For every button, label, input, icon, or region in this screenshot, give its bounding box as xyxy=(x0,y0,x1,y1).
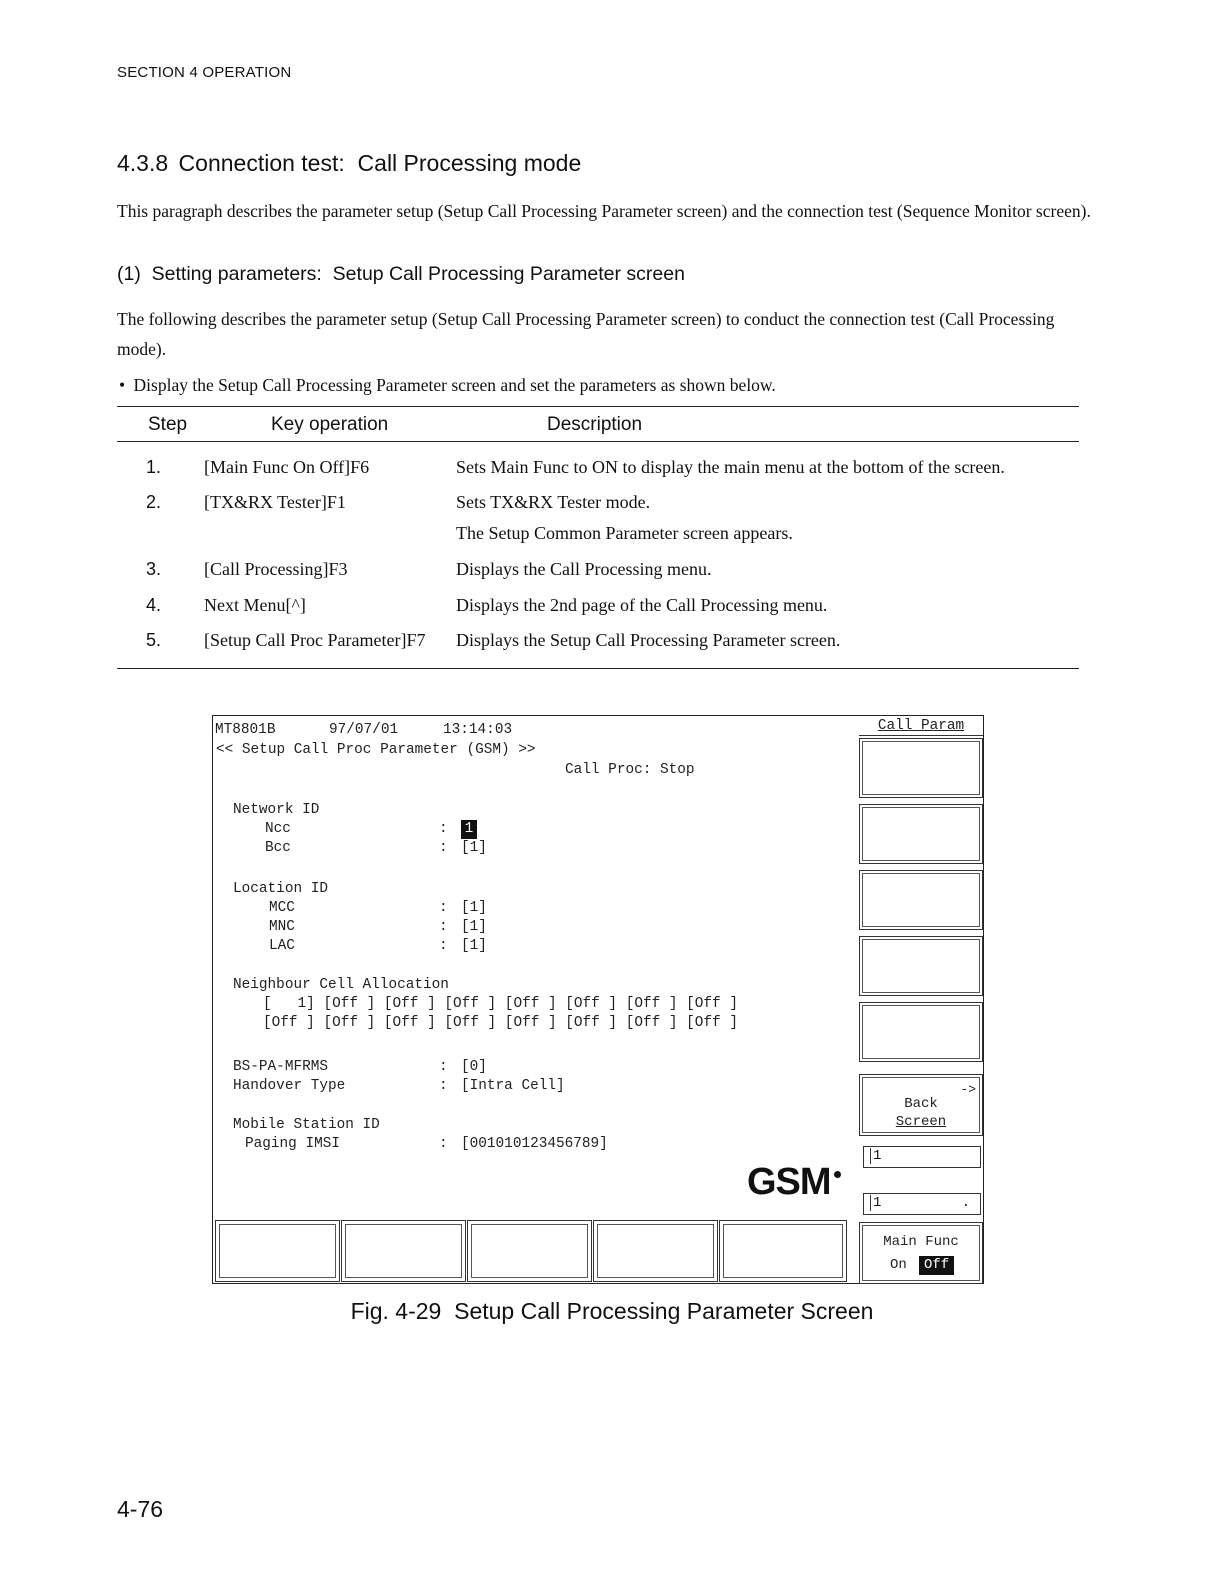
bullet-text: Display the Setup Call Processing Parameter screen and set the parameters as shown below. xyxy=(133,375,776,395)
table-row-5-key: [Setup Call Proc Parameter]F7 xyxy=(204,630,426,650)
call-param-title: Call Param xyxy=(877,718,965,734)
mcc-label: MCC xyxy=(269,900,295,916)
table-row-4-desc: Displays the 2nd page of the Call Processing menu. xyxy=(456,595,828,615)
screen-time: 13:14:03 xyxy=(443,722,513,738)
heading-number: 4.3.8 xyxy=(117,150,169,176)
entry-field-1[interactable] xyxy=(863,1146,981,1168)
mnc-colon: : xyxy=(439,919,448,935)
handover-label: Handover Type xyxy=(233,1078,346,1094)
back-label-1: Back xyxy=(904,1096,938,1112)
table-row-5-desc: Displays the Setup Call Processing Parameter screen. xyxy=(456,630,841,650)
softkey-3[interactable] xyxy=(859,870,983,930)
subheading: (1) Setting parameters: Setup Call Processing Parameter screen xyxy=(117,263,685,285)
entry-value-2: 1 xyxy=(870,1195,881,1211)
softkey-1[interactable] xyxy=(859,738,983,798)
table-row-1-desc: Sets Main Func to ON to display the main menu at the bottom of the screen. xyxy=(456,457,1005,477)
figure-caption: Fig. 4-29 Setup Call Processing Parameter Screen xyxy=(350,1298,874,1324)
softkey-4[interactable] xyxy=(859,936,983,996)
bullet-item xyxy=(119,370,776,400)
function-key-5[interactable] xyxy=(719,1220,847,1282)
ncc-colon: : xyxy=(439,821,448,837)
ncc-label: Ncc xyxy=(265,821,291,837)
table-row-2b-desc: The Setup Common Parameter screen appears. xyxy=(456,523,793,543)
bullet-dot: • xyxy=(119,375,126,395)
table-row-5-step: 5. xyxy=(146,630,162,650)
ncc-value-field[interactable] xyxy=(461,820,477,839)
intro-paragraph: This paragraph describes the parameter setup (Setup Call Processing Parameter screen) and the connection test (Sequence Monitor screen). xyxy=(117,201,1091,221)
bs-pa-value[interactable]: [0] xyxy=(461,1059,487,1075)
function-key-2[interactable] xyxy=(341,1220,466,1282)
function-key-4[interactable] xyxy=(593,1220,718,1282)
screen-date: 97/07/01 xyxy=(329,722,399,738)
table-bottom-rule xyxy=(117,668,1079,669)
gsm-logo-text: GSM xyxy=(747,1161,831,1203)
table-row-4-key: Next Menu[^] xyxy=(204,595,306,615)
instrument-screen xyxy=(212,715,984,1284)
bcc-colon: : xyxy=(439,840,448,856)
softkey-5[interactable] xyxy=(859,1002,983,1062)
back-screen-button[interactable] xyxy=(859,1074,983,1136)
table-row-2-key: [TX&RX Tester]F1 xyxy=(204,492,346,512)
mobile-station-label: Mobile Station ID xyxy=(233,1117,380,1133)
screen-model: MT8801B xyxy=(215,722,276,738)
handover-colon: : xyxy=(439,1078,448,1094)
setup-paragraph: The following describes the parameter setup (Setup Call Processing Parameter screen) to conduct the connection test (Call Processing mode). xyxy=(117,309,1055,359)
lac-colon: : xyxy=(439,938,448,954)
call-param-title-box xyxy=(859,716,983,736)
table-row-2-desc: Sets TX&RX Tester mode. xyxy=(456,492,651,512)
mcc-colon: : xyxy=(439,900,448,916)
paging-imsi-colon: : xyxy=(439,1136,448,1152)
heading-title: Connection test: Call Processing mode xyxy=(178,150,582,176)
table-row-1-key: [Main Func On Off]F6 xyxy=(204,457,370,477)
table-row-3-key: [Call Processing]F3 xyxy=(204,559,348,579)
main-func-label: Main Func xyxy=(883,1234,959,1250)
section-header: SECTION 4 OPERATION xyxy=(117,64,292,81)
location-id-label: Location ID xyxy=(233,881,328,897)
function-key-1[interactable] xyxy=(215,1220,340,1282)
neighbour-row-2[interactable]: [Off ] [Off ] [Off ] [Off ] [Off ] [Off ] [Off ] [Off ] xyxy=(263,1015,738,1031)
page-number: 4-76 xyxy=(117,1496,164,1522)
paging-imsi-label: Paging IMSI xyxy=(245,1136,340,1152)
bs-pa-colon: : xyxy=(439,1059,448,1075)
table-row-3-desc: Displays the Call Processing menu. xyxy=(456,559,712,579)
back-label-2: Screen xyxy=(895,1114,947,1130)
back-arrow: -> xyxy=(960,1082,976,1097)
softkey-2[interactable] xyxy=(859,804,983,864)
function-key-3[interactable] xyxy=(467,1220,592,1282)
ncc-value: 1 xyxy=(461,820,477,839)
neighbour-row-1[interactable]: [ 1] [Off ] [Off ] [Off ] [Off ] [Off ] [Off ] [Off ] xyxy=(263,996,738,1012)
call-proc-status: Call Proc: Stop xyxy=(565,762,695,778)
gsm-logo xyxy=(747,1161,841,1204)
main-off-label: Off xyxy=(919,1256,954,1275)
entry-suffix-2: . xyxy=(961,1195,970,1211)
main-func-button[interactable] xyxy=(859,1222,983,1284)
mnc-value[interactable]: [1] xyxy=(461,919,487,935)
table-header-desc: Description xyxy=(547,414,643,435)
table-header-rule xyxy=(117,441,1079,442)
bcc-label: Bcc xyxy=(265,840,291,856)
bcc-value[interactable]: [1] xyxy=(461,840,487,856)
section-heading xyxy=(117,150,581,177)
mnc-label: MNC xyxy=(269,919,295,935)
neighbour-label: Neighbour Cell Allocation xyxy=(233,977,449,993)
table-row-2-step: 2. xyxy=(146,492,162,512)
lac-value[interactable]: [1] xyxy=(461,938,487,954)
network-id-label: Network ID xyxy=(233,802,320,818)
entry-field-2[interactable] xyxy=(863,1193,981,1215)
table-top-rule xyxy=(117,406,1079,407)
lac-label: LAC xyxy=(269,938,295,954)
table-row-4-step: 4. xyxy=(146,595,162,615)
entry-value-1: 1 xyxy=(870,1148,881,1164)
table-row-1-step: 1. xyxy=(146,457,162,477)
main-on-label: On xyxy=(890,1257,907,1273)
table-header-step: Step xyxy=(148,414,188,435)
bs-pa-label: BS-PA-MFRMS xyxy=(233,1059,328,1075)
paging-imsi-value[interactable]: [001010123456789] xyxy=(461,1136,608,1152)
handover-value[interactable]: [Intra Cell] xyxy=(461,1078,565,1094)
table-row-3-step: 3. xyxy=(146,559,162,579)
gsm-logo-dot xyxy=(834,1171,841,1178)
screen-title: << Setup Call Proc Parameter (GSM) >> xyxy=(216,742,536,758)
table-header-key: Key operation xyxy=(271,414,389,435)
mcc-value[interactable]: [1] xyxy=(461,900,487,916)
